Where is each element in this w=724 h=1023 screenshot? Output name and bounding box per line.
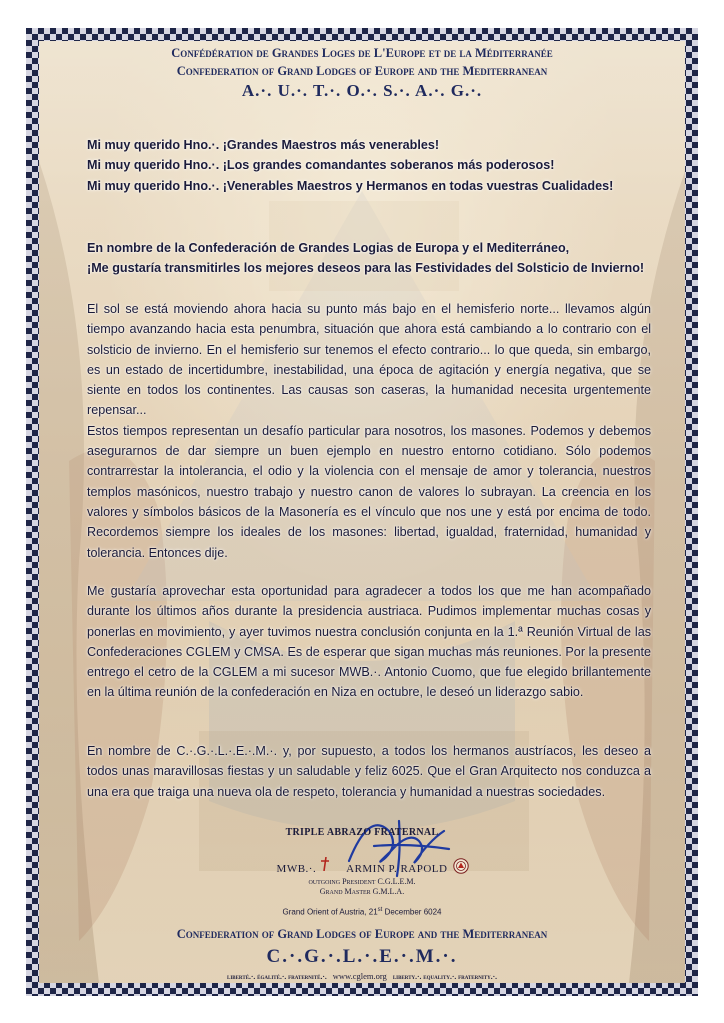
body-paragraph-3: Me gustaría aprovechar esta oportunidad para agradecer a todos los que me han acompañado durante los últimos años durante la presidencia austriaca. Pudimos implementar muchas cosas y ponerlas en movimiento, y ayer tuvimos nuestra conclusión conjunta en la 1.ª Reunión Virtual de las Confederaciones CGLEM y CMSA. Es de esperar que sigan muchas más reuniones. Por la presente entrego el cetro de la CGLEM a mi sucesor MWB.·. Antonio Cuomo, que fue elegido brillantemente en la última reunión de la confederación en Niza en octubre, le deseó un liderazgo sabio.	[87, 584, 651, 700]
greeting-line-2: Mi muy querido Hno.·. ¡Los grandes comandantes soberanos más poderosos!	[87, 158, 555, 173]
intro-block	[87, 238, 651, 279]
signatory-title-prefix: MWB.·.	[276, 863, 317, 875]
letter-sheet	[39, 41, 685, 983]
body-block-1	[87, 299, 651, 563]
footer-mottos	[39, 971, 685, 981]
lodge-seal-icon	[453, 858, 469, 874]
body-paragraph-2: Estos tiempos representan un desafío particular para nosotros, los masones. Podemos y debemos asegurarnos de dar siempre un buen ejemplo en nuestro entorno cotidiano. Sólo podemos contrarrestar la intolerancia, el odio y la violencia con el mensaje de amor y tolerancia, nuestros templos masónicos, nuestro trabajo y nuestro canon de valores lo subrayan. La creencia en los valores y símbolos básicos de la Masonería es el vínculo que nos une y está por encima de todo. Recordemos siempre los ideales de los masones: libertad, igualdad, fraternidad, humanidad y tolerancia. Entonces dije.	[87, 423, 651, 560]
body-block-3	[87, 741, 651, 802]
footer-motto-french: liberté.·. égalité.·. fraternité.·.	[226, 972, 327, 981]
header-french-title: Confédération de Grandes Loges de L'Europe et de la Méditerranée	[171, 46, 553, 60]
greeting-block	[87, 135, 651, 196]
intro-line-1: En nombre de la Confederación de Grandes Logias de Europa y el Mediterráneo,	[87, 241, 570, 255]
footer-acronym: C.·.G.·.L.·.E.·.M.·.	[266, 946, 458, 967]
place-and-date: Grand Orient of Austria, 21st December 6024	[282, 907, 442, 917]
body-paragraph-4: En nombre de C.·.G.·.L.·.E.·.M.·. y, por supuesto, a todos los hermanos austríacos, les deseo a todos unas maravillosas fiestas y un saludable y feliz 6025. Que el Gran Arquitecto nos conduzca a una era que traiga una nueva ola de respeto, tolerancia y humanidad a nuestras sociedades.	[87, 744, 651, 799]
signatory-name: ARMIN P. RAPOLD	[346, 863, 448, 875]
intro-line-2: ¡Me gustaría transmitirles los mejores deseos para las Festividades del Solsticio de Invierno!	[87, 261, 645, 276]
body-paragraph-1: El sol se está moviendo ahora hacia su punto más bajo en el hemisferio norte... llevamos algún tiempo avanzando hacia esta penumbra, situación que ahora está cambiando a lo contrario con el solsticio de invierno. En el hemisferio sur tenemos el efecto contrario... lo que queda, sin embargo, es un estado de incertidumbre, inestabilidad, una época de agitación y energía negativa, que se siente en todos los continentes. Las causas son caseras, la humanidad necesita urgentemente repensar...	[87, 302, 651, 418]
closing-salutation: TRIPLE ABRAZO FRATERNAL	[285, 827, 439, 838]
header-english-title: Confederation of Grand Lodges of Europe and the Mediterranean	[176, 64, 548, 78]
footer-motto-english: liberty.·. equality.·. fraternity.·.	[392, 972, 498, 981]
signatory-role-president: outgoing President C.G.L.E.M.	[308, 877, 416, 886]
body-block-2	[87, 581, 651, 703]
page-border	[26, 28, 698, 996]
header-motto: A.·. U.·. T.·. O.·. S.·. A.·. G.·.	[241, 81, 483, 100]
greeting-line-1: Mi muy querido Hno.·. ¡Grandes Maestros más venerables!	[87, 138, 440, 152]
footer-organization: Confederation of Grand Lodges of Europe and the Mediterranean	[176, 927, 548, 941]
website-link[interactable]: www.cglem.org	[332, 971, 387, 981]
signatory-role-grandmaster: Grand Master G.M.L.A.	[319, 887, 405, 896]
signatory-name-line	[39, 863, 685, 875]
greeting-line-3: Mi muy querido Hno.·. ¡Venerables Maestros y Hermanos en todas vuestras Cualidades!	[87, 178, 614, 193]
